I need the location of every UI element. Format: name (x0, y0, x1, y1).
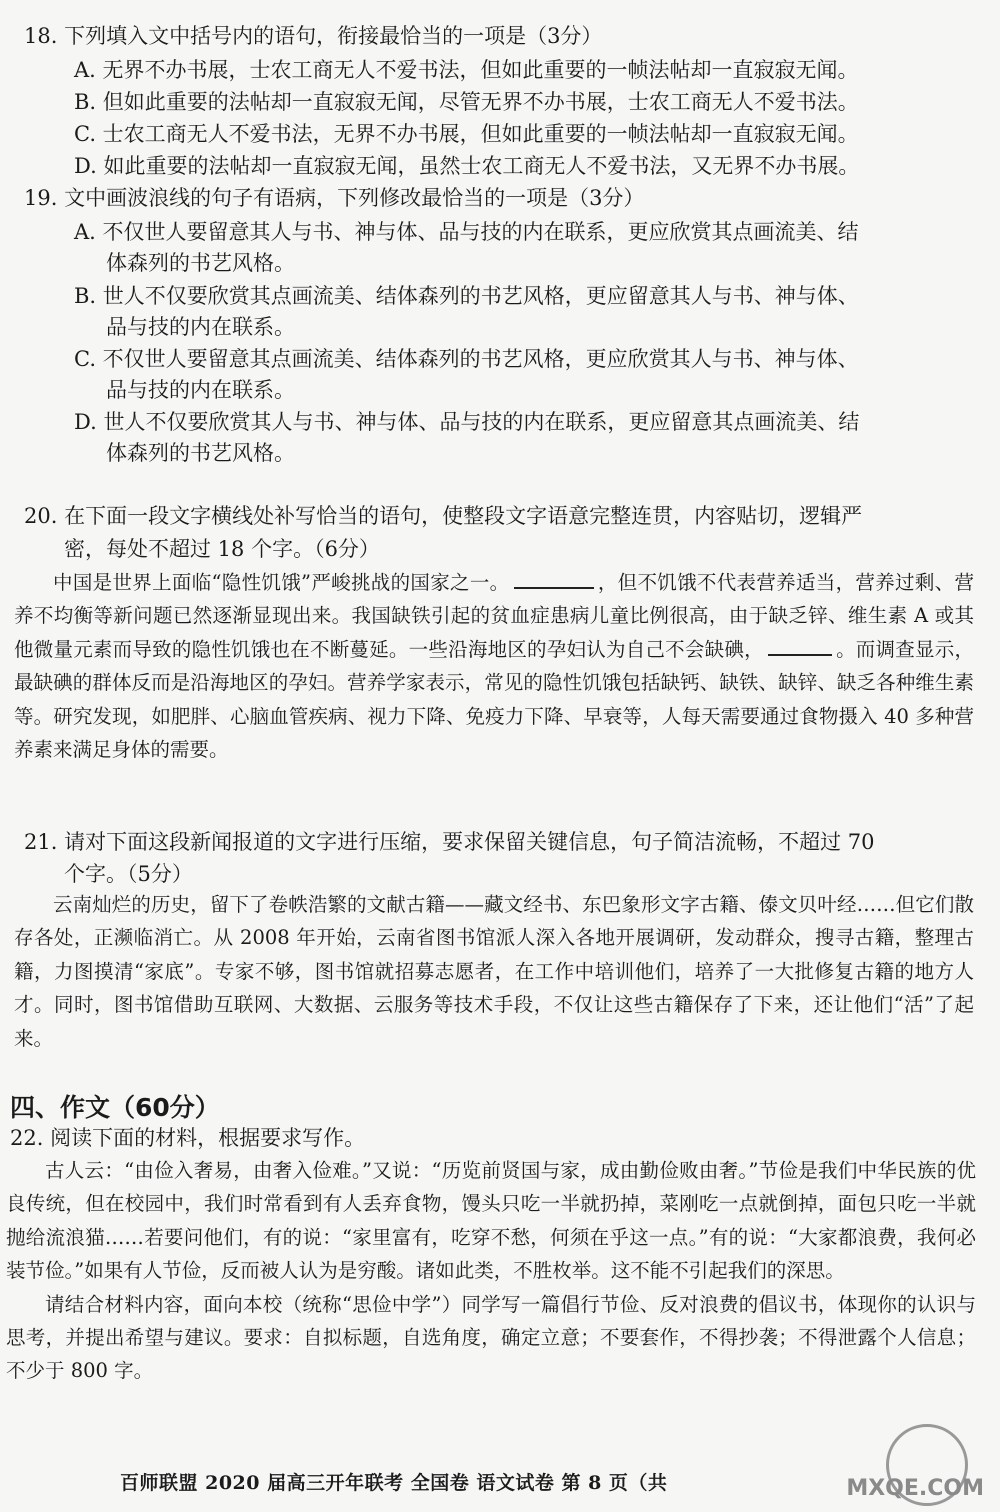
q21-stem-line2: 个字。（5分） (64, 862, 193, 886)
q22-paragraph-2: 请结合材料内容，面向本校（统称“思俭中学”）同学写一篇倡行节俭、反对浪费的倡议书，体现你的认识与思考，并提出希望与建议。要求：自拟标题，自选角度，确定立意；不要套作，不得抄袭；不得泄露个人信息；不少于 800 字。 (6, 1292, 976, 1383)
q19-option-c-cont: 品与技的内在联系。 (106, 378, 295, 402)
q22-stem: 22. 阅读下面的材料，根据要求写作。 (10, 1126, 366, 1150)
q20-stem-line1: 20. 在下面一段文字横线处补写恰当的语句，使整段文字语意完整连贯，内容贴切，逻辑严 (24, 504, 863, 528)
page-footer: 百师联盟 2020 届高三开年联考 全国卷 语文试卷 第 8 页（共 (120, 1472, 668, 1494)
q19-option-c: C. 不仅世人要留意其点画流美、结体森列的书艺风格，更应欣赏其人与书、神与体、 (74, 347, 859, 371)
q21-stem-line1: 21. 请对下面这段新闻报道的文字进行压缩，要求保留关键信息，句子简洁流畅，不超过 70 (24, 830, 875, 854)
q22-paragraph-1: 古人云：“由俭入奢易，由奢入俭难。”又说：“历览前贤国与家，成由勤俭败由奢。”节俭是我们中华民族的优良传统，但在校园中，我们时常看到有人丢弃食物，馒头只吃一半就扔掉，菜刚吃一点就倒掉，面包只吃一半就抛给流浪猫……若要问他们，有的说：“家里富有，吃穿不愁，何须在乎这一点。”有的说：“大家都浪费，我何必装节俭。”如果有人节俭，反而被人认为是穷酸。诸如此类，不胜枚举。这不能不引起我们的深思。 (6, 1159, 976, 1283)
q19-option-d-cont: 体森列的书艺风格。 (106, 441, 295, 465)
section-title: 四、作文（60分） (10, 1093, 220, 1122)
q22-material (6, 1154, 976, 1388)
q18-option-a: A. 无界不办书展，士农工商无人不爱书法，但如此重要的一帧法帖却一直寂寂无闻。 (74, 58, 859, 82)
q18-option-b: B. 但如此重要的法帖却一直寂寂无闻，尽管无界不办书展，士农工商无人不爱书法。 (74, 90, 859, 114)
q19-option-b-cont: 品与技的内在联系。 (106, 315, 295, 339)
q20-stem-line2: 密，每处不超过 18 个字。（6分） (64, 537, 380, 561)
q20-passage-part2: ，但不饥饿不代表营养适当，营养过剩、营养不均衡等新问题已然逐渐显现出来。我国缺铁引起的贫血症患病儿童比例很高，由于缺乏锌、维生素 A 或其他微量元素而导致的隐性饥饿也在不断蔓延。一些沿海地区的孕妇认为自己不会缺碘， (14, 571, 974, 661)
q19-option-b: B. 世人不仅要欣赏其点画流美、结体森列的书艺风格，更应留意其人与书、神与体、 (74, 284, 859, 308)
q19-option-a: A. 不仅世人要留意其人与书、神与体、品与技的内在联系，更应欣赏其点画流美、结 (74, 220, 859, 244)
q20-passage (14, 566, 974, 766)
q18-stem: 18. 下列填入文中括号内的语句，衔接最恰当的一项是（3分） (24, 24, 603, 48)
q19-option-d: D. 世人不仅要欣赏其人与书、神与体、品与技的内在联系，更应留意其点画流美、结 (74, 410, 860, 434)
q20-passage-part3: 。而调查显示，最缺碘的群体反而是沿海地区的孕妇。营养学家表示，常见的隐性饥饿包括缺钙、缺铁、缺锌、缺乏各种维生素等。研究发现，如肥胖、心脑血管疾病、视力下降、免疫力下降、早衰等，人每天需要通过食物摄入 40 多种营养素来满足身体的需要。 (14, 637, 974, 762)
q18-option-d: D. 如此重要的法帖却一直寂寂无闻，虽然士农工商无人不爱书法，又无界不办书展。 (74, 154, 860, 178)
q19-stem: 19. 文中画波浪线的句子有语病，下列修改最恰当的一项是（3分） (24, 186, 645, 210)
answer-blank-1[interactable] (514, 569, 594, 589)
q21-passage (14, 888, 974, 1055)
q18-option-c: C. 士农工商无人不爱书法，无界不办书展，但如此重要的一帧法帖却一直寂寂无闻。 (74, 122, 859, 146)
q20-passage-part1: 中国是世界上面临“隐性饥饿”严峻挑战的国家之一。 (53, 571, 510, 594)
q19-option-a-cont: 体森列的书艺风格。 (106, 251, 295, 275)
answer-blank-2[interactable] (768, 636, 832, 656)
q21-paragraph: 云南灿烂的历史，留下了卷帙浩繁的文献古籍——藏文经书、东巴象形文字古籍、傣文贝叶经……但它们散存各处，正濒临消亡。从 2008 年开始，云南省图书馆派人深入各地开展调研，发动群众，搜寻古籍，整理古籍，力图摸清“家底”。专家不够，图书馆就招募志愿者，在工作中培训他们，培养了一大批修复古籍的地方人才。同时，图书馆借助互联网、大数据、云服务等技术手段，不仅让这些古籍保存了下来，还让他们“活”了起来。 (14, 893, 974, 1050)
site-watermark (824, 1418, 984, 1508)
watermark-text: MXQE.COM (846, 1476, 984, 1501)
